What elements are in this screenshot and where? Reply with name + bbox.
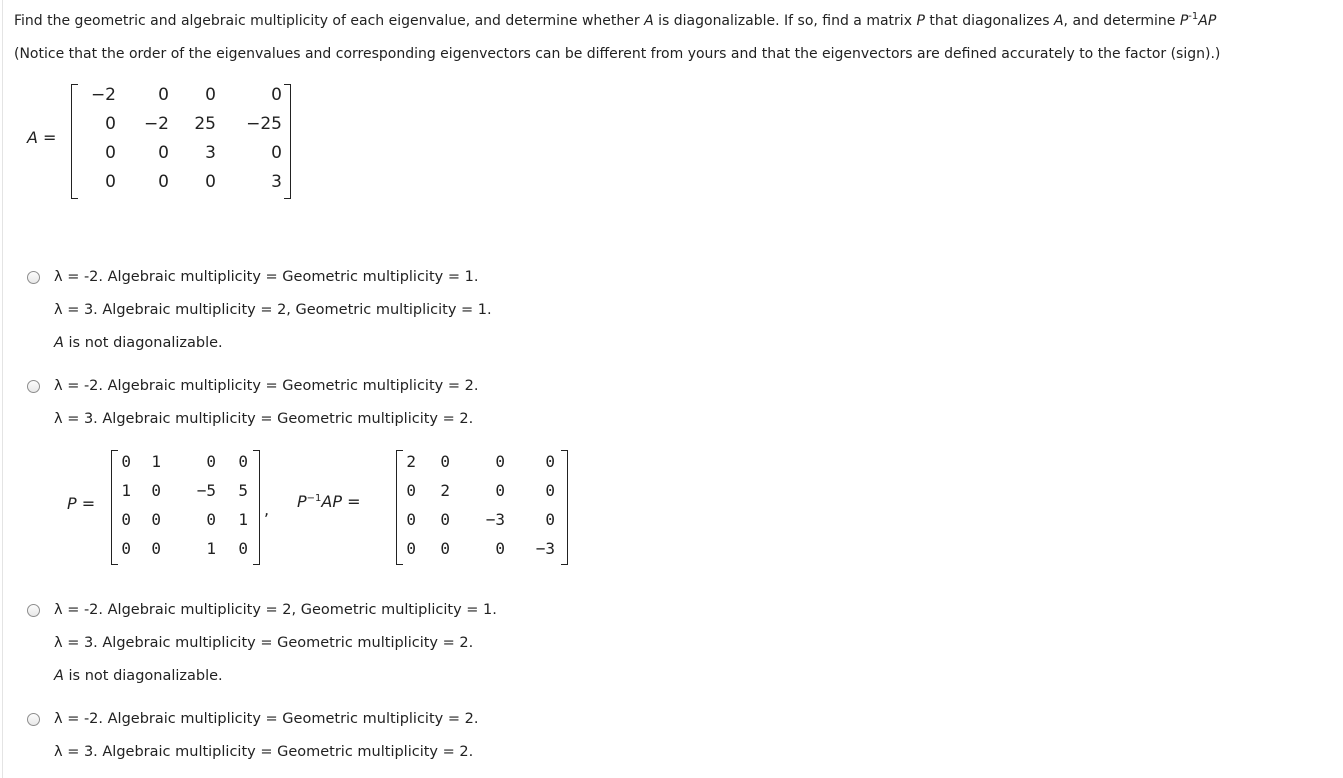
matrix-a-cell-r3c3: 3	[205, 143, 216, 163]
matrix-a-cell-r2c2: −2	[143, 114, 169, 134]
option-2-line-2: λ = 3. Algebraic multiplicity = Geometric multiplicity = 2.	[54, 411, 474, 427]
matrix-pinvap-cell-r3c4: 0	[545, 510, 555, 529]
matrix-a-cell-r4c2: 0	[158, 172, 169, 192]
matrix-pinvap-cell-r4c1: 0	[406, 539, 416, 558]
matrix-comma: ,	[264, 500, 270, 519]
matrix-a-cell-r1c4: 0	[271, 85, 282, 105]
matrix-pinvap-cell-r1c2: 0	[440, 452, 450, 471]
matrix-p-right-bracket	[253, 450, 260, 565]
matrix-a-right-bracket	[284, 84, 291, 199]
matrix-pinvap-cell-r2c1: 0	[406, 481, 416, 500]
option-1-line-3: A is not diagonalizable.	[54, 335, 223, 351]
matrix-pinvap-right-bracket	[561, 450, 568, 565]
matrix-a-cell-r2c3: 25	[194, 114, 216, 134]
matrix-a-label: A =	[27, 128, 57, 147]
matrix-pinvap-cell-r3c3: −3	[485, 510, 505, 529]
matrix-pinvap-cell-r2c2: 2	[440, 481, 450, 500]
matrix-p-cell-r2c4: 5	[238, 481, 248, 500]
matrix-p-cell-r4c1: 0	[121, 539, 131, 558]
option-2-line-1: λ = -2. Algebraic multiplicity = Geometric multiplicity = 2.	[54, 378, 479, 394]
matrix-pinvap-cell-r1c1: 2	[406, 452, 416, 471]
matrix-p-cell-r2c1: 1	[121, 481, 131, 500]
matrix-a-cell-r2c1: 0	[105, 114, 116, 134]
matrix-p-cell-r4c3: 1	[206, 539, 216, 558]
option-4-line-1: λ = -2. Algebraic multiplicity = Geometric multiplicity = 2.	[54, 711, 479, 727]
option-2-radio[interactable]	[27, 380, 40, 393]
matrix-pinvap-cell-r4c3: 0	[495, 539, 505, 558]
matrix-p-cell-r4c2: 0	[151, 539, 161, 558]
matrix-a-cell-r1c3: 0	[205, 85, 216, 105]
option-1-radio[interactable]	[27, 271, 40, 284]
matrix-p-label: P =	[67, 494, 96, 513]
matrix-p-cell-r1c1: 0	[121, 452, 131, 471]
matrix-a-cell-r2c4: −25	[246, 114, 282, 134]
option-3-line-3: A is not diagonalizable.	[54, 668, 223, 684]
question-prompt: Find the geometric and algebraic multiplicity of each eigenvalue, and determine whether A is diagonalizable. If so, find a matrix P that diagonalizes A, and determine $P^{-1}AP$	[14, 11, 1217, 29]
matrix-p-cell-r3c1: 0	[121, 510, 131, 529]
matrix-p-cell-r4c4: 0	[238, 539, 248, 558]
matrix-p-cell-r2c3: −5	[196, 481, 216, 500]
option-1-line-1: λ = -2. Algebraic multiplicity = Geometric multiplicity = 1.	[54, 269, 479, 285]
option-3-radio[interactable]	[27, 604, 40, 617]
option-1-line-2: λ = 3. Algebraic multiplicity = 2, Geometric multiplicity = 1.	[54, 302, 492, 318]
option-3-line-1: λ = -2. Algebraic multiplicity = 2, Geometric multiplicity = 1.	[54, 602, 497, 618]
matrix-pinvap-cell-r4c4: −3	[535, 539, 555, 558]
question-note: (Notice that the order of the eigenvalues and corresponding eigenvectors can be different from yours and that the eigenvectors are defined accurately to the factor (sign).)	[14, 46, 1221, 62]
matrix-pinvap-cell-r1c3: 0	[495, 452, 505, 471]
matrix-a-cell-r4c3: 0	[205, 172, 216, 192]
matrix-pinvap-cell-r4c2: 0	[440, 539, 450, 558]
matrix-a-cell-r1c2: 0	[158, 85, 169, 105]
option-4-radio[interactable]	[27, 713, 40, 726]
matrix-p-cell-r1c2: 1	[151, 452, 161, 471]
matrix-a-cell-r3c4: 0	[271, 143, 282, 163]
matrix-p-cell-r2c2: 0	[151, 481, 161, 500]
matrix-p-cell-r3c2: 0	[151, 510, 161, 529]
matrix-p-cell-r3c4: 1	[238, 510, 248, 529]
matrix-pinvap-cell-r2c3: 0	[495, 481, 505, 500]
matrix-pinvap-cell-r3c1: 0	[406, 510, 416, 529]
matrix-a-cell-r3c1: 0	[105, 143, 116, 163]
matrix-a-cell-r4c4: 3	[271, 172, 282, 192]
matrix-a-cell-r1c1: −2	[90, 85, 116, 105]
matrix-pinvap-cell-r2c4: 0	[545, 481, 555, 500]
matrix-pinvap-cell-r3c2: 0	[440, 510, 450, 529]
matrix-pinvap-label: $P^{-1}AP$ =	[297, 492, 361, 511]
matrix-p-cell-r1c4: 0	[238, 452, 248, 471]
matrix-p-cell-r3c3: 0	[206, 510, 216, 529]
matrix-p-cell-r1c3: 0	[206, 452, 216, 471]
matrix-pinvap-cell-r1c4: 0	[545, 452, 555, 471]
matrix-a-cell-r3c2: 0	[158, 143, 169, 163]
matrix-a-cell-r4c1: 0	[105, 172, 116, 192]
option-3-line-2: λ = 3. Algebraic multiplicity = Geometric multiplicity = 2.	[54, 635, 474, 651]
option-4-line-2: λ = 3. Algebraic multiplicity = Geometric multiplicity = 2.	[54, 744, 474, 760]
